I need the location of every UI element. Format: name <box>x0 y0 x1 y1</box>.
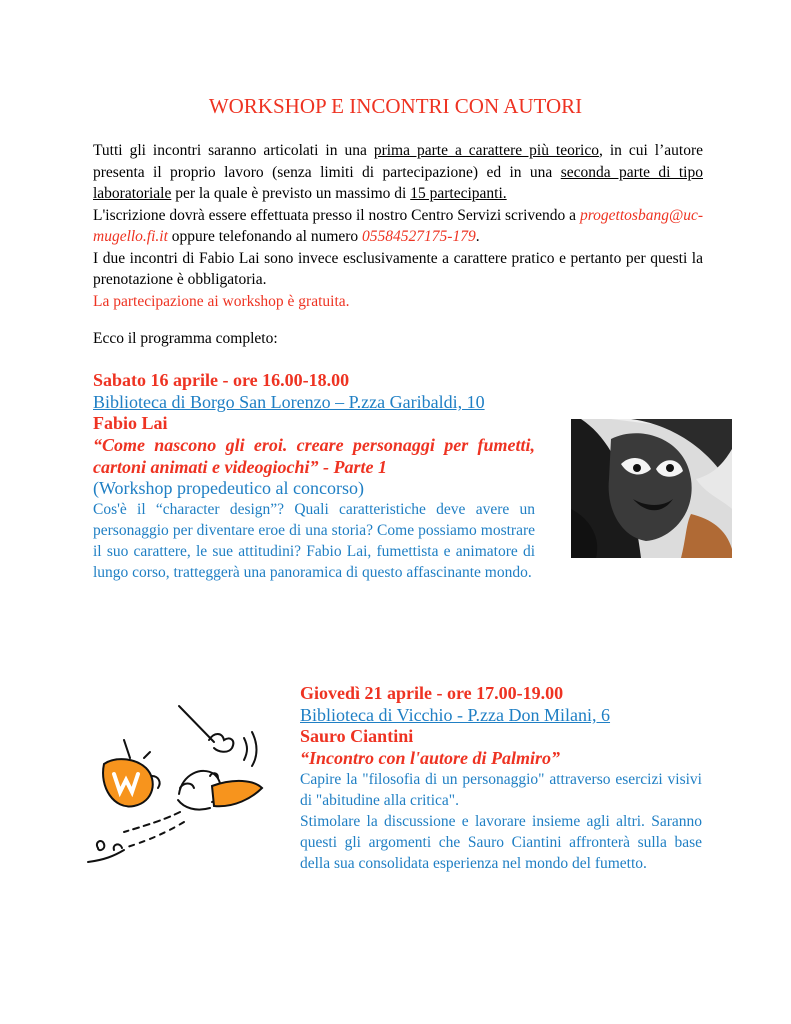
event-description-1: Capire la "filosofia di un personaggio" attraverso esercizi visivi di "abitudine alla critica". <box>300 771 702 809</box>
masked-heroine-image <box>571 419 732 558</box>
event-description-2: Stimolare la discussione e lavorare insieme agli altri. Saranno questi gli argomenti che Sauro Ciantini affronterà sulla base della sua consolidata esperienza nel mondo del fumetto. <box>300 813 702 872</box>
event-topic: “Come nascono gli eroi. creare personaggi per fumetti, cartoni animati e videogiochi” - Parte 1 <box>93 435 535 477</box>
intro-paragraph-3: I due incontri di Fabio Lai sono invece esclusivamente a carattere pratico e pertanto per questi la prenotazione è obbligatoria. <box>93 249 703 288</box>
event-author: Fabio Lai <box>93 413 168 433</box>
intro-text <box>93 140 703 312</box>
free-notice: La partecipazione ai workshop è gratuita. <box>93 292 350 310</box>
event-2 <box>300 683 702 874</box>
event-author: Sauro Ciantini <box>300 726 414 746</box>
email-link[interactable]: progettosbang@uc-mugello.fi.it <box>93 206 703 245</box>
event-note: (Workshop propedeutico al concorso) <box>93 478 364 498</box>
event-description: Cos'è il “character design”? Quali caratteristiche deve avere un personaggio per diventare eroe di una storia? Come possiamo mostrare il suo carattere, le sue attitudini? Fabio Lai, fumettista e animatore di lungo corso, tratteggerà una panoramica di questo affascinante mondo. <box>93 501 535 581</box>
phone-number: 05584527175-179 <box>362 228 476 245</box>
program-heading: Ecco il programma completo: <box>93 330 278 347</box>
event-place-link[interactable]: Biblioteca di Vicchio - P.zza Don Milani, 6 <box>300 705 611 725</box>
event-1 <box>93 370 535 583</box>
event-topic: “Incontro con l'autore di Palmiro” <box>300 748 561 768</box>
event-date: Sabato 16 aprile - ore 16.00-18.00 <box>93 370 350 390</box>
page-title: WORKSHOP E INCONTRI CON AUTORI <box>208 94 583 118</box>
intro-paragraph-1: Tutti gli incontri saranno articolati in una prima parte a carattere più teorico, in cui l’autore presenta il proprio lavoro (senza limiti di partecipazione) ed in una seconda parte di tipo laboratoriale per la quale è previsto un massimo di 15 partecipanti. <box>93 142 704 202</box>
duck-cartoon-image <box>84 702 274 874</box>
intro-paragraph-2: L'iscrizione dovrà essere effettuata presso il nostro Centro Servizi scrivendo a progettosbang@uc-mugello.fi.it oppure telefonando al numero 05584527175-179. <box>93 206 703 245</box>
event-date: Giovedì 21 aprile - ore 17.00-19.00 <box>300 683 564 703</box>
event-place-link[interactable]: Biblioteca di Borgo San Lorenzo – P.zza Garibaldi, 10 <box>93 392 485 412</box>
